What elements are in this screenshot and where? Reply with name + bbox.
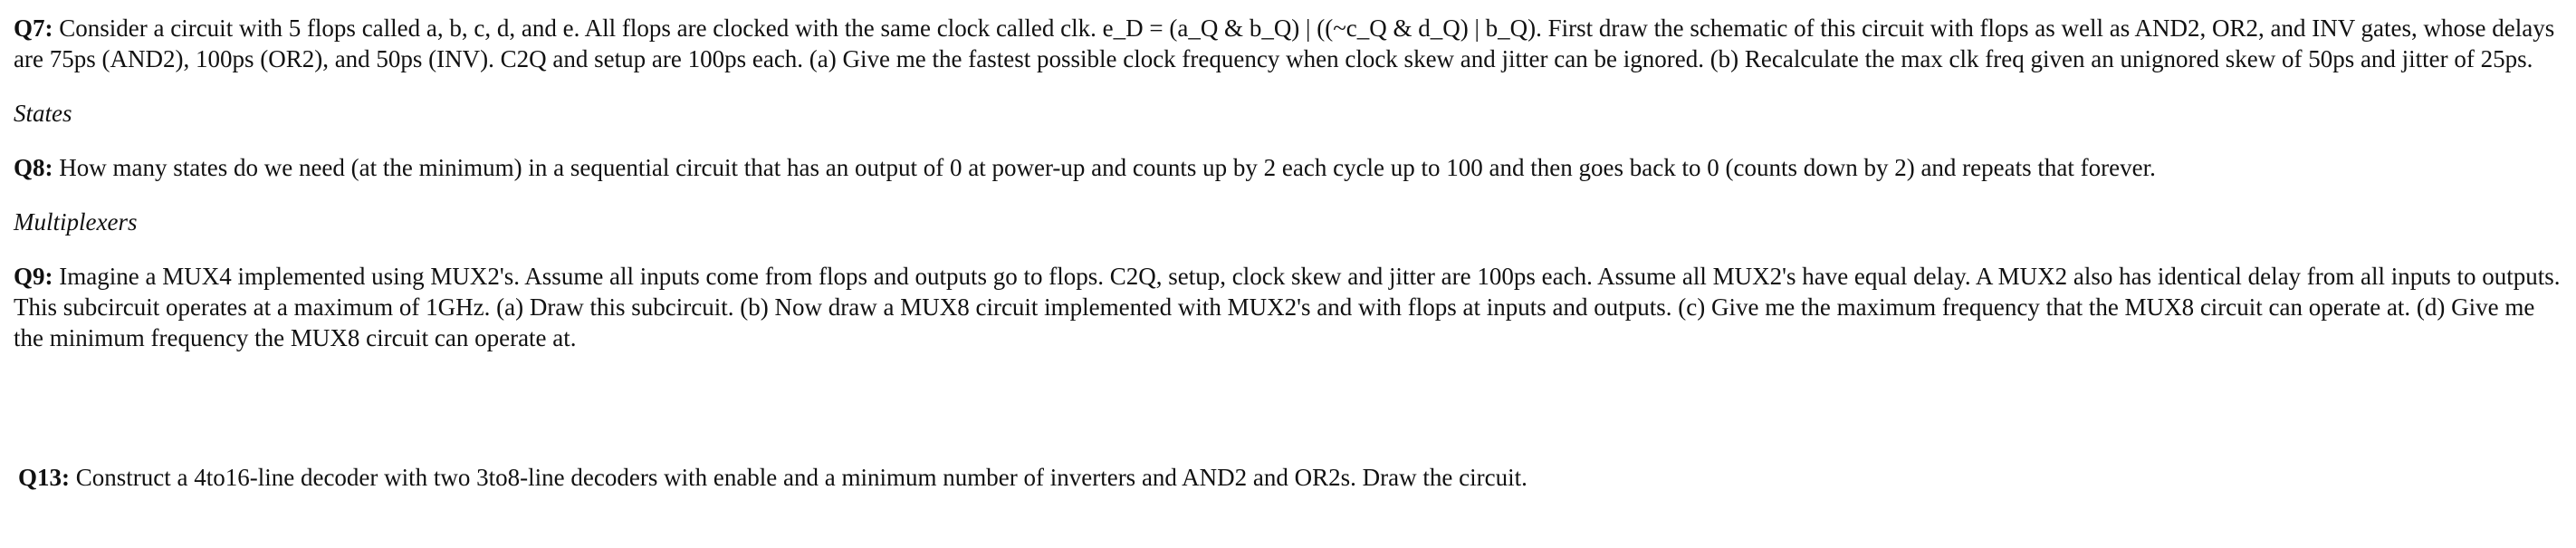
- document-body: [14, 13, 2565, 409]
- question-q9: [14, 261, 2565, 353]
- question-q13: [18, 462, 2553, 493]
- question-label: Q7:: [14, 14, 53, 42]
- section-heading-multiplexers: Multiplexers: [14, 208, 138, 236]
- question-text: Construct a 4to16-line decoder with two 3to8-line decoders with enable and a minimum number of inverters and AND2 and OR2s. Draw the circuit.: [70, 464, 1527, 491]
- question-q8: [14, 152, 2565, 183]
- question-label: Q13:: [18, 464, 70, 491]
- question-text: How many states do we need (at the minimum) in a sequential circuit that has an output of 0 at power-up and counts up by 2 each cycle up to 100 and then goes back to 0 (counts down by 2) and repeats that forever.: [53, 154, 2156, 181]
- section-heading-states: States: [14, 100, 72, 127]
- question-text: Imagine a MUX4 implemented using MUX2's. Assume all inputs come from flops and outputs go to flops. C2Q, setup, clock skew and jitter are 100ps each. Assume all MUX2's have equal delay. A MUX2 also has identical delay from all inputs to outputs. This subcircuit operates at a maximum of 1GHz. (a) Draw this subcircuit. (b) Now draw a MUX8 circuit implemented with MUX2's and with flops at inputs and outputs. (c) Give me the maximum frequency that the MUX8 circuit can operate at. (d) Give me the minimum frequency the MUX8 circuit can operate at.: [14, 263, 2561, 351]
- question-text: Consider a circuit with 5 flops called a, b, c, d, and e. All flops are clocked with the same clock called clk. e_D = (a_Q & b_Q) | ((~c_Q & d_Q) | b_Q). First draw the schematic of this circuit with flops as well as AND2, OR2, and INV gates, whose delays are 75ps (AND2), 100ps (OR2), and 50ps (INV). C2Q and setup are 100ps each. (a) Give me the fastest possible clock frequency when clock skew and jitter can be ignored. (b) Recalculate the max clk freq given an unignored skew of 50ps and jitter of 25ps.: [14, 14, 2555, 72]
- question-label: Q8:: [14, 154, 53, 181]
- question-label: Q9:: [14, 263, 53, 290]
- question-q7: [14, 13, 2565, 74]
